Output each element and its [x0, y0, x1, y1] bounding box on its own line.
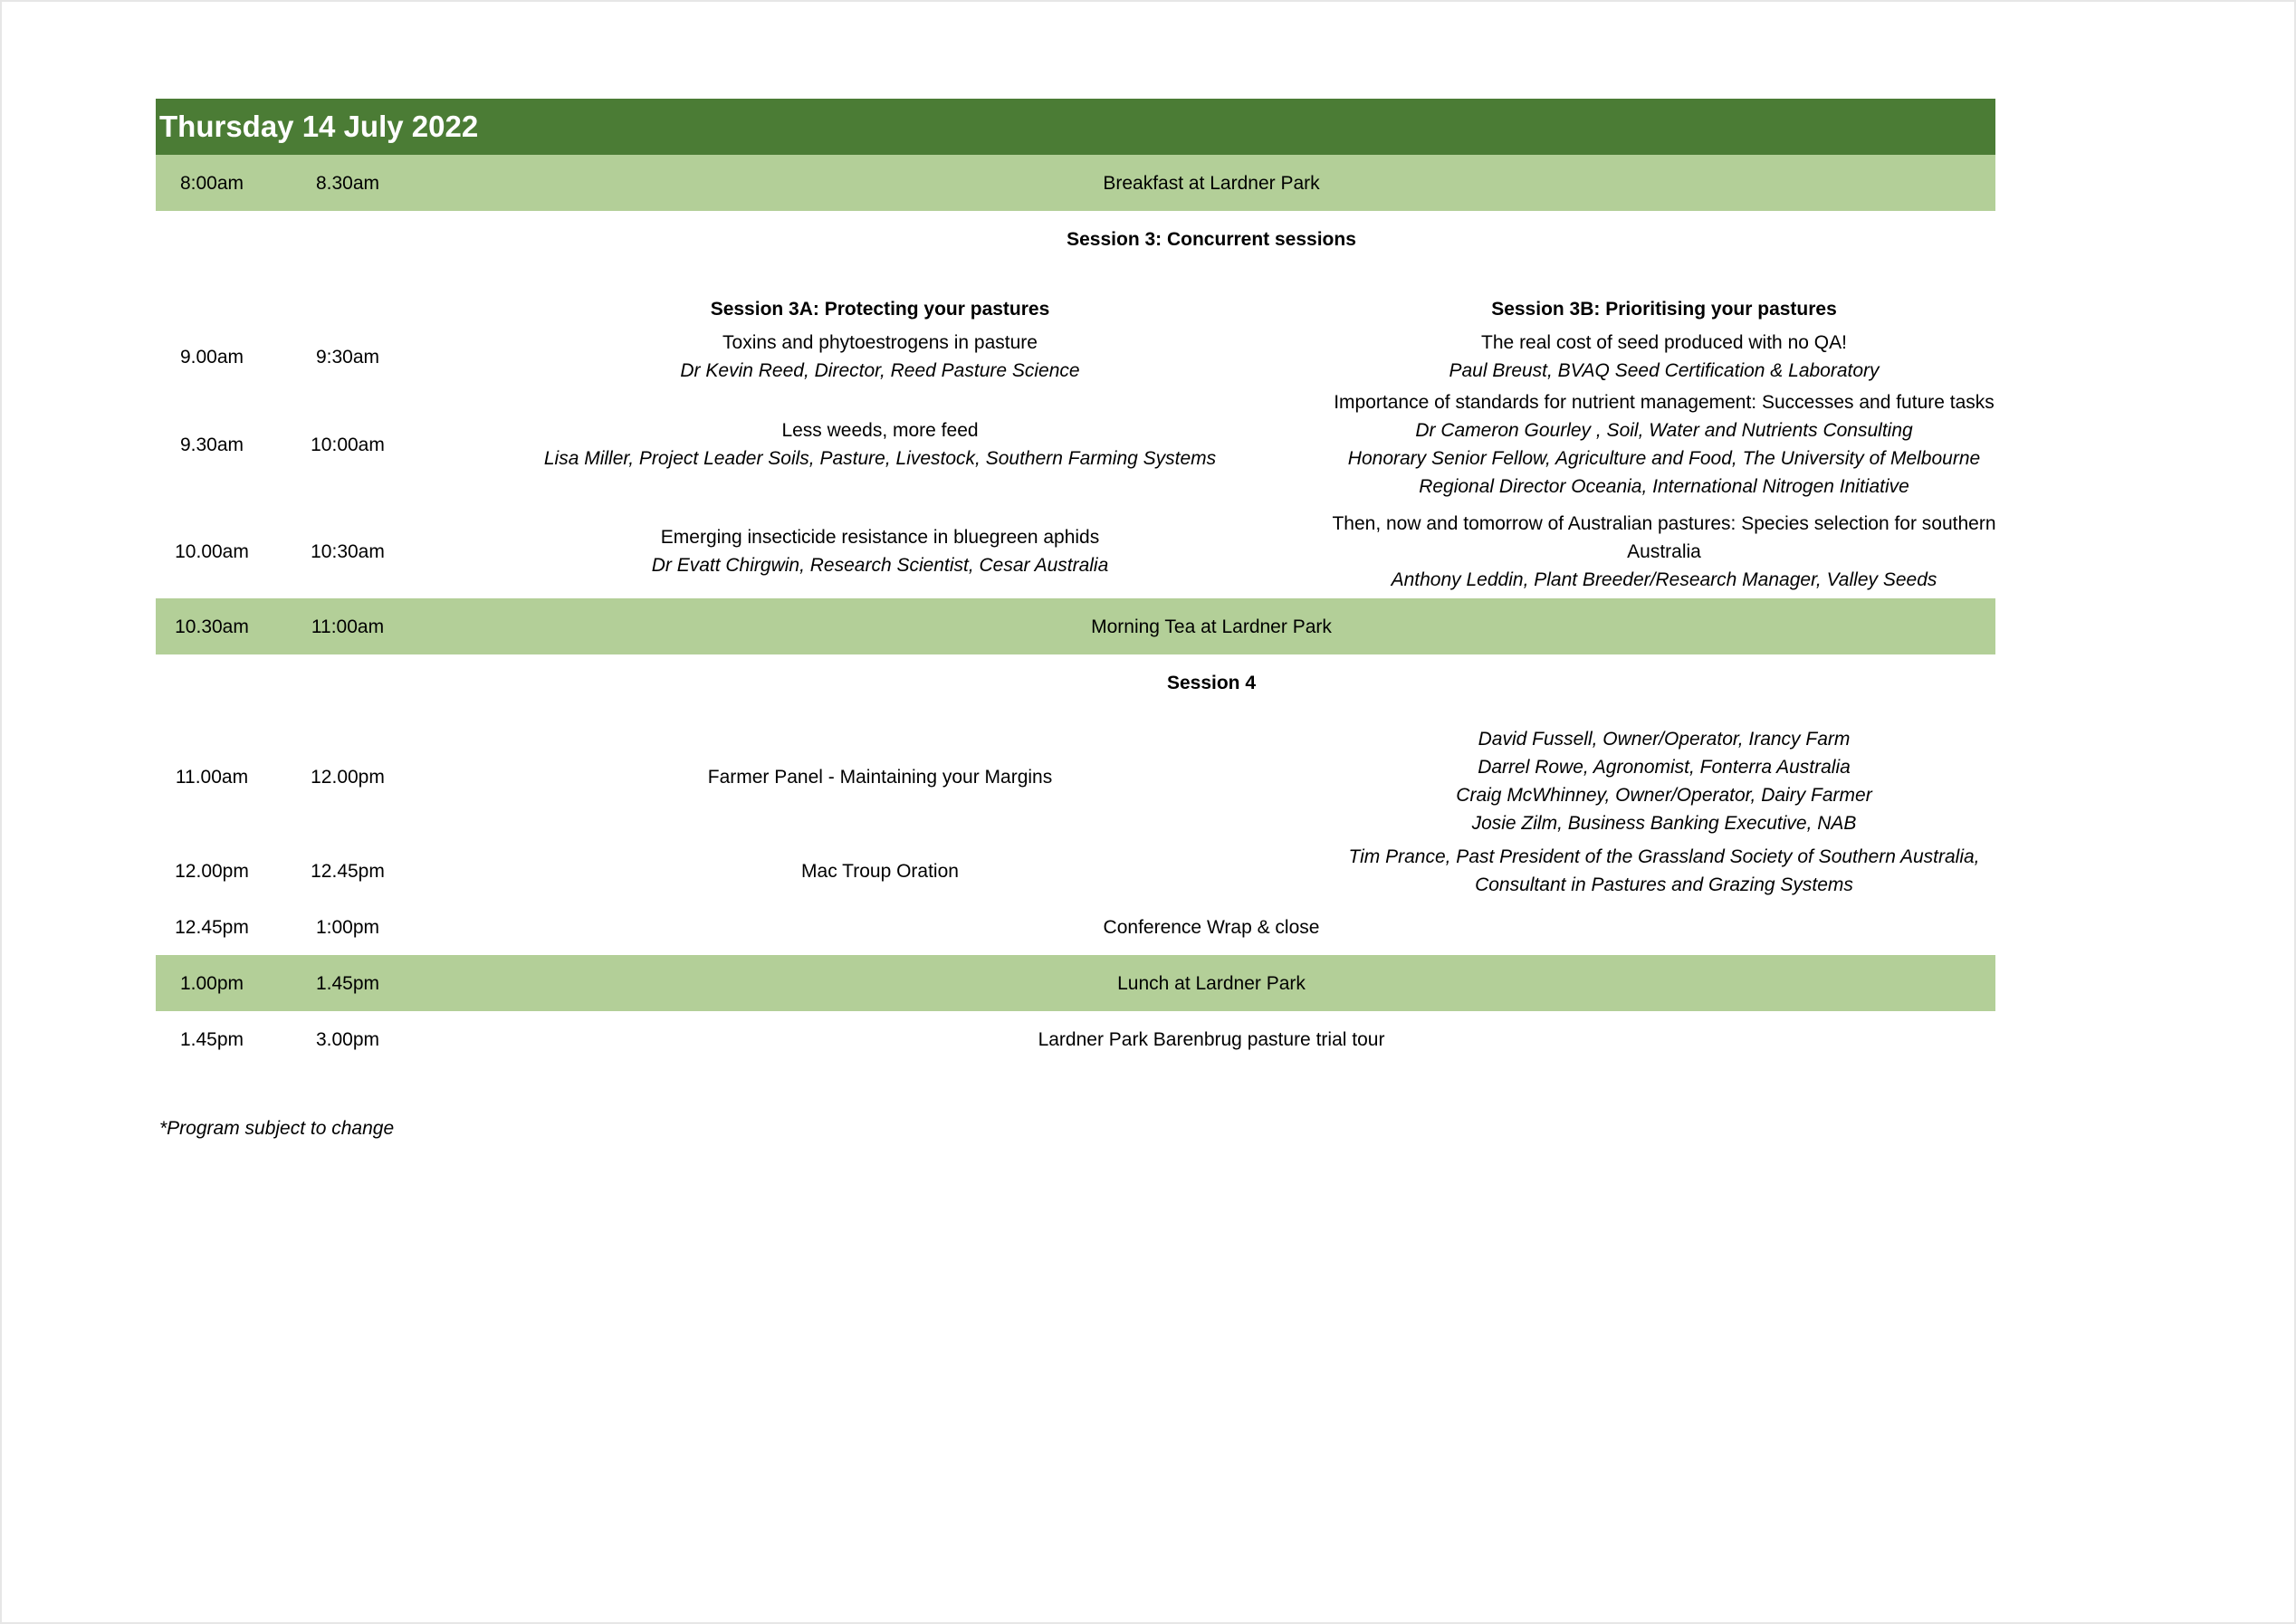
morning-tea-row [156, 598, 1995, 654]
session3a-heading: Session 3A: Protecting your pastures [710, 299, 1050, 320]
talk-title: Farmer Panel - Maintaining your Margins [707, 766, 1053, 788]
talk-speaker: Lisa Miller, Project Leader Soils, Pasture, Livestock, Southern Farming Systems [543, 448, 1217, 469]
start-time: 1.00pm [179, 972, 244, 994]
session3b-talk [1333, 504, 1995, 598]
panelist: Craig McWhinney, Owner/Operator, Dairy Farmer [1456, 785, 1872, 806]
tour-row [156, 1011, 1995, 1067]
talk-title: Less weeds, more feed [781, 420, 979, 441]
talk-title: Mac Troup Oration [801, 860, 959, 882]
start-time: 12.00pm [175, 860, 249, 882]
end-time: 12.00pm [311, 766, 385, 788]
oration-speaker [1333, 843, 1995, 899]
end-time: 1.45pm [315, 972, 380, 994]
breakfast-row [156, 155, 1995, 211]
end-time: 11:00am [311, 616, 385, 637]
lunch-row [156, 955, 1995, 1011]
session3-slot-row [156, 504, 1995, 598]
session3a-talk [427, 504, 1333, 598]
event-label: Breakfast at Lardner Park [1103, 172, 1320, 194]
wrap-row [156, 899, 1995, 955]
session3-heading-row [156, 211, 1995, 267]
session3b-talk [1333, 385, 1995, 504]
session3a-talk [427, 329, 1333, 385]
program-note: *Program subject to change [159, 1118, 395, 1139]
end-time: 1:00pm [315, 916, 380, 938]
end-time: 10:30am [311, 540, 385, 562]
end-time: 12.45pm [311, 860, 385, 882]
talk-title: Emerging insecticide resistance in bluegreen aphids [660, 527, 1100, 548]
talk-speaker-affiliation: Honorary Senior Fellow, Agriculture and Food, The University of Melbourne [1347, 448, 1981, 469]
talk-speaker-role: Consultant in Pastures and Grazing Systems [1475, 874, 1853, 895]
talk-speaker: Dr Cameron Gourley , Soil, Water and Nutrients Consulting [1415, 420, 1913, 441]
oration-title-cell [427, 843, 1333, 899]
session-heading: Session 3: Concurrent sessions [1067, 228, 1356, 250]
session3-subheading-row [156, 267, 1995, 329]
panelist: David Fussell, Owner/Operator, Irancy Farm [1478, 729, 1851, 750]
panel-row [156, 711, 1995, 843]
event-label: Lunch at Lardner Park [1117, 972, 1306, 994]
session4-heading-row [156, 654, 1995, 711]
session3b-talk [1333, 329, 1995, 385]
schedule-table [156, 99, 1995, 1067]
session-heading: Session 4 [1166, 672, 1257, 693]
day-title: Thursday 14 July 2022 [156, 99, 1995, 155]
start-time: 9.00am [179, 346, 244, 368]
end-time: 9:30am [315, 346, 380, 368]
panel-members [1333, 711, 1995, 843]
talk-speaker: Anthony Leddin, Plant Breeder/Research Manager, Valley Seeds [1391, 568, 1937, 590]
end-time: 3.00pm [315, 1028, 380, 1050]
session3-slot-row [156, 329, 1995, 385]
talk-speaker: Dr Kevin Reed, Director, Reed Pasture Science [680, 360, 1080, 381]
start-time: 1.45pm [179, 1028, 244, 1050]
start-time: 9.30am [179, 434, 244, 455]
talk-speaker: Paul Breust, BVAQ Seed Certification & Laboratory [1449, 360, 1880, 381]
session3-slot-row [156, 385, 1995, 504]
event-label: Morning Tea at Lardner Park [1091, 616, 1332, 637]
start-time: 10.00am [175, 540, 249, 562]
session3a-talk [427, 385, 1333, 504]
talk-title: Toxins and phytoestrogens in pasture [722, 332, 1038, 353]
panelist: Darrel Rowe, Agronomist, Fonterra Australia [1478, 757, 1851, 778]
start-time: 11.00am [175, 766, 249, 788]
talk-title-continued: Australia [1627, 540, 1701, 562]
end-time: 8.30am [315, 172, 380, 194]
talk-title: Then, now and tomorrow of Australian pastures: Species selection for southern [1332, 512, 1996, 534]
event-label: Conference Wrap & close [1103, 916, 1320, 938]
start-time: 8:00am [179, 172, 244, 194]
talk-title: The real cost of seed produced with no QA! [1481, 332, 1847, 353]
start-time: 10.30am [175, 616, 249, 637]
talk-speaker: Dr Evatt Chirgwin, Research Scientist, Cesar Australia [651, 555, 1109, 576]
panel-title-cell [427, 711, 1333, 843]
end-time: 10:00am [311, 434, 385, 455]
session3b-heading: Session 3B: Prioritising your pastures [1491, 299, 1837, 320]
event-label: Lardner Park Barenbrug pasture trial tour [1038, 1028, 1385, 1050]
talk-title: Importance of standards for nutrient management: Successes and future tasks [1334, 392, 1995, 413]
talk-speaker: Tim Prance, Past President of the Grassland Society of Southern Australia, [1348, 846, 1980, 867]
oration-row [156, 843, 1995, 899]
panelist: Josie Zilm, Business Banking Executive, NAB [1471, 813, 1857, 834]
talk-speaker-affiliation: Regional Director Oceania, International Nitrogen Initiative [1419, 476, 1909, 497]
start-time: 12.45pm [175, 916, 249, 938]
